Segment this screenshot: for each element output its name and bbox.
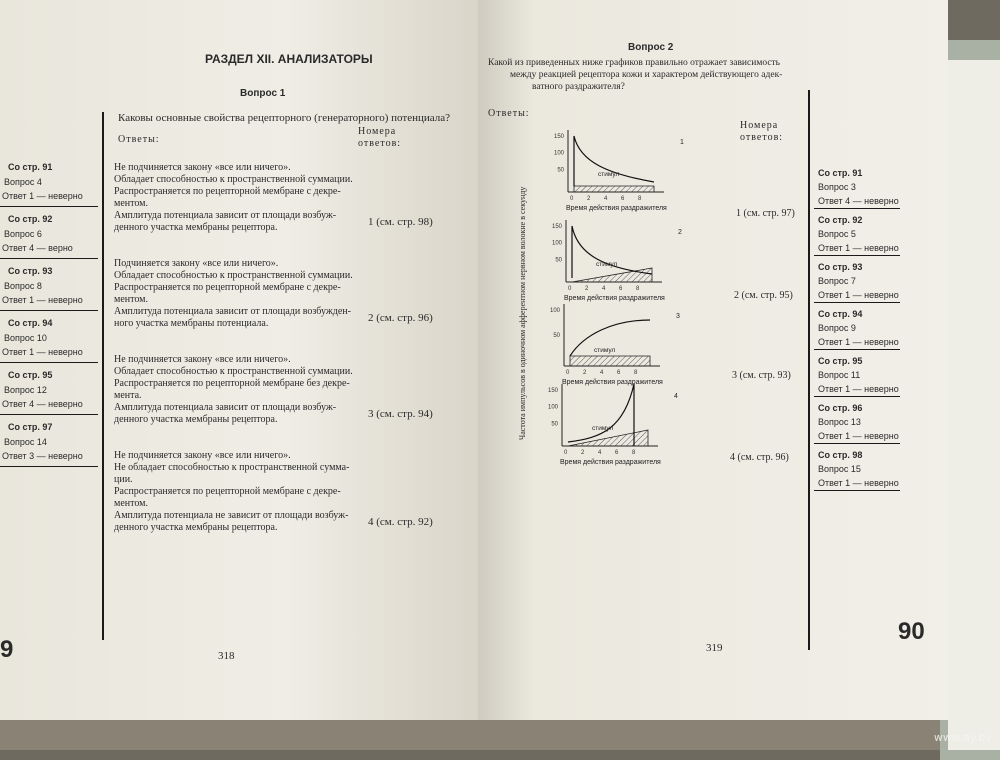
note-question: Вопрос 11 <box>818 370 861 380</box>
note-rule <box>0 362 98 363</box>
answer-line: Обладает способностью к пространственной суммации. <box>114 174 353 185</box>
stimulus-area <box>570 356 650 366</box>
note-rule <box>814 396 900 397</box>
note-rule <box>0 414 98 415</box>
question-text: Каковы основные свойства рецепторного (генераторного) потенциала? <box>118 112 450 124</box>
note-question: Вопрос 4 <box>4 177 42 187</box>
answer-line: ментом. <box>114 294 148 305</box>
x-tick-label: 8 <box>634 370 638 376</box>
note-page: Со стр. 94 <box>818 309 863 319</box>
note-question: Вопрос 14 <box>4 437 47 447</box>
note-page: Со стр. 92 <box>818 215 863 225</box>
note-rule <box>814 443 900 444</box>
answer-ref: 3 (см. стр. 93) <box>732 370 791 381</box>
note-answer: Ответ 1 — неверно <box>818 243 899 253</box>
y-tick-label: 50 <box>557 167 564 174</box>
x-axis-label: Время действия раздражителя <box>562 379 663 386</box>
question-title: Вопрос 2 <box>628 42 674 53</box>
note-answer: Ответ 1 — неверно <box>818 384 899 394</box>
answer-line: Обладает способностью к пространственной суммации. <box>114 270 353 281</box>
answer-ref: 1 (см. стр. 97) <box>736 208 795 219</box>
page-number: 318 <box>218 650 235 662</box>
y-tick-label: 100 <box>553 150 564 157</box>
page-number: 319 <box>706 642 723 654</box>
x-tick-label: 6 <box>615 450 619 456</box>
answer-line: Не подчиняется закону «все или ничего». <box>114 354 291 365</box>
answer-line: Амплитуда потенциала зависит от площади возбуж- <box>114 402 337 413</box>
y-tick-label: 100 <box>547 404 558 411</box>
note-page: Со стр. 91 <box>8 162 53 172</box>
answer-line: Распространяется по рецепторной мембране с декре- <box>114 486 341 497</box>
note-question: Вопрос 12 <box>4 385 47 395</box>
y-axis-label: Частота импульсов в одиночном афферентном нервном волокне в секунду <box>518 186 527 440</box>
numbers-label-2: ответов: <box>358 138 402 149</box>
left-page <box>0 0 478 720</box>
note-question: Вопрос 6 <box>4 229 42 239</box>
answer-line: ментом. <box>114 498 148 509</box>
answers-label: Ответы: <box>118 134 160 145</box>
answer-ref: 3 (см. стр. 94) <box>368 408 433 420</box>
note-rule <box>814 255 900 256</box>
answer-line: Распространяется по рецепторной мембране с декре- <box>114 186 341 197</box>
note-page: Со стр. 93 <box>818 262 863 272</box>
note-question: Вопрос 7 <box>818 276 856 286</box>
x-tick-label: 6 <box>621 196 625 202</box>
x-tick-label: 6 <box>617 370 621 376</box>
x-tick-label: 2 <box>581 450 585 456</box>
question-line: между реакцией рецептора кожи и характером действующего адек- <box>510 70 783 80</box>
note-question: Вопрос 8 <box>4 281 42 291</box>
x-tick-label: 0 <box>568 286 572 292</box>
x-tick-label: 8 <box>632 450 636 456</box>
note-question: Вопрос 9 <box>818 323 856 333</box>
stimulus-label: стимул <box>592 425 614 432</box>
note-question: Вопрос 15 <box>818 464 861 474</box>
answer-line: денного участка мембраны рецептора. <box>114 522 278 533</box>
x-tick-label: 4 <box>598 450 602 456</box>
numbers-label-2: ответов: <box>740 132 784 143</box>
corner-number: 9 <box>0 636 14 663</box>
note-rule <box>0 310 98 311</box>
response-curve <box>574 136 654 186</box>
note-answer: Ответ 1 — неверно <box>2 191 83 201</box>
right-page <box>478 0 948 720</box>
answer-line: ции. <box>114 474 133 485</box>
note-answer: Ответ 1 — неверно <box>2 295 83 305</box>
answer-line: Амплитуда потенциала зависит от площади возбуж- <box>114 210 337 221</box>
answer-ref: 4 (см. стр. 92) <box>368 516 433 528</box>
note-page: Со стр. 98 <box>818 450 863 460</box>
answer-line: Не обладает способностью к пространственной сумма- <box>114 462 350 473</box>
x-tick-label: 4 <box>600 370 604 376</box>
note-answer: Ответ 4 — верно <box>2 243 73 253</box>
graph-number: 4 <box>674 393 678 400</box>
answer-ref: 1 (см. стр. 98) <box>368 216 433 228</box>
y-tick-label: 50 <box>553 333 560 339</box>
x-axis-label: Время действия раздражителя <box>564 295 665 302</box>
note-rule <box>814 490 900 491</box>
answer-line: денного участка мембраны рецептора. <box>114 414 278 425</box>
graphs-figure <box>478 0 948 720</box>
x-tick-label: 0 <box>564 450 568 456</box>
graph-4 <box>548 384 678 466</box>
x-tick-label: 0 <box>570 196 574 202</box>
note-answer: Ответ 4 — неверно <box>818 196 899 206</box>
answer-line: Не подчиняется закону «все или ничего». <box>114 450 291 461</box>
note-rule <box>0 206 98 207</box>
graph-number: 1 <box>680 139 684 146</box>
stimulus-label: стимул <box>598 171 620 178</box>
note-answer: Ответ 1 — неверно <box>818 337 899 347</box>
note-rule <box>0 466 98 467</box>
note-answer: Ответ 1 — неверно <box>818 431 899 441</box>
note-page: Со стр. 95 <box>818 356 863 366</box>
question-title: Вопрос 1 <box>240 88 286 99</box>
note-page: Со стр. 94 <box>8 318 53 328</box>
answer-line: мента. <box>114 390 142 401</box>
left-column-rule <box>102 112 104 640</box>
note-answer: Ответ 1 — неверно <box>818 478 899 488</box>
answer-line: Распространяется по рецепторной мембране без декре- <box>114 378 350 389</box>
answer-line: Подчиняется закону «все или ничего». <box>114 258 279 269</box>
x-axis-label: Время действия раздражителя <box>566 205 667 212</box>
note-page: Со стр. 97 <box>8 422 53 432</box>
x-axis-label: Время действия раздражителя <box>560 459 661 466</box>
graph-number: 3 <box>676 313 680 320</box>
answer-line: Распространяется по рецепторной мембране с декре- <box>114 282 341 293</box>
y-tick-label: 50 <box>551 421 558 428</box>
note-answer: Ответ 1 — неверно <box>818 290 899 300</box>
answer-line: денного участка мембраны рецептора. <box>114 222 278 233</box>
question-line: Какой из приведенных ниже графиков правильно отражает зависимость <box>488 58 781 68</box>
note-page: Со стр. 95 <box>8 370 53 380</box>
answer-line: Амплитуда потенциала не зависит от площади возбуж- <box>114 510 349 521</box>
y-tick-label: 150 <box>551 224 562 230</box>
y-tick-label: 100 <box>549 308 560 314</box>
answer-line: ного участка мембраны потенциала. <box>114 318 269 329</box>
note-question: Вопрос 5 <box>818 229 856 239</box>
note-question: Вопрос 3 <box>818 182 856 192</box>
x-tick-label: 8 <box>638 196 642 202</box>
graph-3 <box>550 304 680 386</box>
cover-endpaper <box>948 60 1000 750</box>
note-page: Со стр. 93 <box>8 266 53 276</box>
right-column-rule <box>808 90 810 650</box>
note-answer: Ответ 3 — неверно <box>2 451 83 461</box>
y-tick-label: 50 <box>555 257 562 264</box>
x-tick-label: 6 <box>619 286 623 292</box>
answer-ref: 4 (см. стр. 96) <box>730 452 789 463</box>
note-rule <box>814 349 900 350</box>
watermark: www.ay.by <box>933 731 992 744</box>
section-title: РАЗДЕЛ XII. АНАЛИЗАТОРЫ <box>205 52 373 66</box>
graph-number: 2 <box>678 229 682 236</box>
x-tick-label: 8 <box>636 286 640 292</box>
x-tick-label: 0 <box>566 370 570 376</box>
note-page: Со стр. 91 <box>818 168 863 178</box>
y-tick-label: 150 <box>547 388 558 394</box>
x-tick-label: 2 <box>587 196 591 202</box>
x-tick-label: 4 <box>602 286 606 292</box>
x-tick-label: 2 <box>583 370 587 376</box>
stimulus-label: стимул <box>594 347 616 354</box>
note-page: Со стр. 96 <box>818 403 863 413</box>
answer-line: ментом. <box>114 198 148 209</box>
stimulus-area <box>574 186 654 192</box>
stimulus-label: стимул <box>596 261 618 268</box>
answer-ref: 2 (см. стр. 95) <box>734 290 793 301</box>
note-answer: Ответ 4 — неверно <box>2 399 83 409</box>
x-tick-label: 4 <box>604 196 608 202</box>
note-answer: Ответ 1 — неверно <box>2 347 83 357</box>
answers-label: Ответы: <box>488 108 530 119</box>
note-rule <box>814 208 900 209</box>
answer-line: Амплитуда потенциала зависит от площади возбужден- <box>114 306 351 317</box>
stimulus-area <box>568 430 648 446</box>
question-line: ватного раздражителя? <box>532 82 625 92</box>
y-tick-label: 150 <box>553 134 564 140</box>
answer-line: Обладает способностью к пространственной суммации. <box>114 366 353 377</box>
numbers-label-1: Номера <box>740 120 779 131</box>
corner-number: 90 <box>898 618 925 645</box>
note-rule <box>0 258 98 259</box>
x-tick-label: 2 <box>585 286 589 292</box>
note-page: Со стр. 92 <box>8 214 53 224</box>
note-question: Вопрос 10 <box>4 333 47 343</box>
numbers-label-1: Номера <box>358 126 397 137</box>
note-rule <box>814 302 900 303</box>
answer-line: Не подчиняется закону «все или ничего». <box>114 162 291 173</box>
graph-2 <box>552 220 682 302</box>
note-question: Вопрос 13 <box>818 417 861 427</box>
graph-1 <box>554 130 684 212</box>
answer-ref: 2 (см. стр. 96) <box>368 312 433 324</box>
y-tick-label: 100 <box>551 240 562 247</box>
stimulus-area <box>572 268 652 282</box>
